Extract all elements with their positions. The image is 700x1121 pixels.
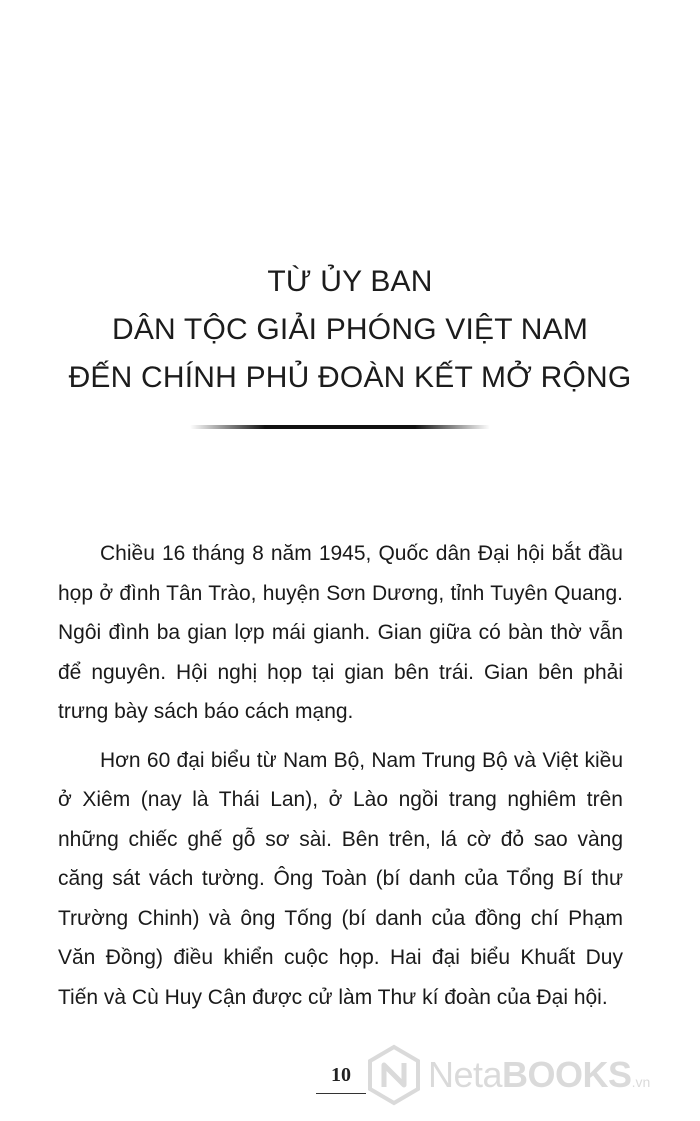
chapter-title: [0, 258, 700, 402]
watermark-name-bold: BOOKS: [502, 1054, 632, 1095]
publisher-watermark: [362, 1040, 650, 1110]
paragraph-1: Chiều 16 tháng 8 năm 1945, Quốc dân Đại hội bắt đầu họp ở đình Tân Trào, huyện Sơn Dương, tỉnh Tuyên Quang. Ngôi đình ba gian lợp mái gianh. Gian giữa có bàn thờ vẫn để nguyên. Hội nghị họp tại gian bên trái. Gian bên phải trưng bày sách báo cách mạng.: [58, 542, 623, 723]
watermark-tld: .vn: [631, 1074, 651, 1090]
chapter-body: [58, 534, 623, 1026]
netabooks-logo-icon: [362, 1043, 426, 1107]
chapter-title-line-2: DÂN TỘC GIẢI PHÓNG VIỆT NAM: [111, 313, 589, 346]
title-divider: [190, 425, 490, 429]
chapter-title-line-1: TỪ ỦY BAN: [267, 265, 433, 298]
watermark-name-light: Neta: [428, 1054, 503, 1095]
chapter-title-line-3: ĐẾN CHÍNH PHỦ ĐOÀN KẾT MỞ RỘNG: [68, 361, 632, 394]
page-number-underline: [316, 1093, 366, 1094]
watermark-text: [428, 1054, 650, 1096]
paragraph-2: Hơn 60 đại biểu từ Nam Bộ, Nam Trung Bộ và Việt kiều ở Xiêm (nay là Thái Lan), ở Lào ngồi trang nghiêm trên những chiếc ghế gỗ sơ sài. Bên trên, lá cờ đỏ sao vàng căng sát vách tường. Ông Toàn (bí danh của Tổng Bí thư Trường Chinh) và ông Tống (bí danh của đồng chí Phạm Văn Đồng) điều khiển cuộc họp. Hai đại biểu Khuất Duy Tiến và Cù Huy Cận được cử làm Thư kí đoàn của Đại hội.: [58, 748, 623, 1009]
page-number: 10: [331, 1064, 351, 1086]
